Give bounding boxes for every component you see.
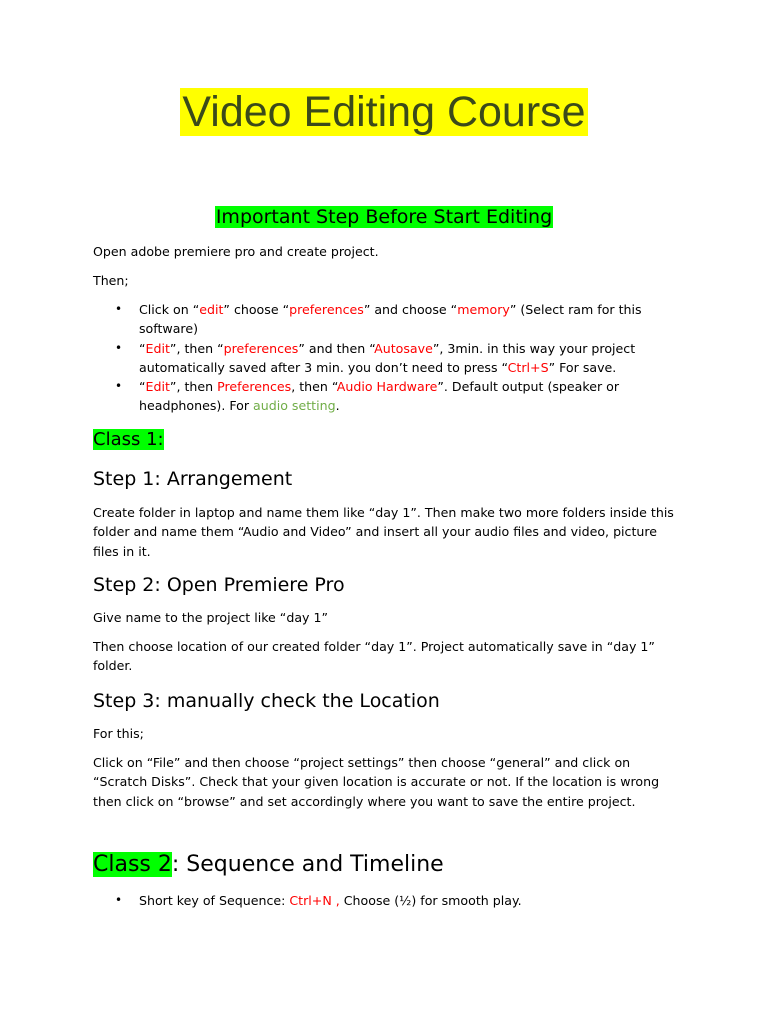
keyword-memory: memory bbox=[457, 302, 510, 317]
list-item-text bbox=[139, 339, 659, 378]
text-run: automatically saved after 3 min. you don’t need to press “ bbox=[139, 360, 508, 376]
text-run: software) bbox=[139, 321, 198, 337]
step-3-paragraph-2 bbox=[93, 753, 683, 811]
class-2-label: Class 2 bbox=[93, 852, 172, 877]
list-item-text bbox=[139, 377, 659, 416]
text-line: folder. bbox=[93, 658, 133, 674]
text-run: ” (Select ram for this bbox=[509, 302, 642, 317]
document-title-text: Video Editing Course bbox=[182, 88, 586, 136]
bullet-icon: • bbox=[115, 341, 123, 355]
text-line: “Scratch Disks”. Check that your given location is accurate or not. If the location is wrong bbox=[93, 774, 660, 790]
keyword-audio-hardware: Audio Hardware bbox=[336, 379, 438, 394]
bullet-icon: • bbox=[115, 379, 123, 393]
keyword-preferences: Preferences bbox=[217, 379, 292, 394]
text-run: ” and choose “ bbox=[363, 302, 458, 317]
list-item bbox=[115, 891, 655, 911]
text-run: “ bbox=[139, 341, 146, 356]
list-item bbox=[115, 377, 655, 417]
text-line: Create folder in laptop and name them like “day 1”. Then make two more folders inside this bbox=[93, 505, 674, 520]
class-2-heading bbox=[93, 850, 444, 880]
text-line: folder and name them “Audio and Video” and insert all your audio files and video, picture bbox=[93, 524, 658, 540]
text-run: ”, 3min. in this way your project bbox=[432, 341, 636, 356]
audio-setting-link[interactable]: audio setting bbox=[253, 398, 336, 414]
class-1-heading bbox=[93, 427, 164, 453]
text-run: ”, then “ bbox=[169, 341, 224, 356]
bullet-icon: • bbox=[115, 302, 123, 316]
text-run: ” and then “ bbox=[298, 341, 375, 356]
text-run: , then “ bbox=[291, 379, 337, 394]
text-run: ”. Default output (speaker or bbox=[437, 379, 620, 394]
bullet-icon: • bbox=[115, 893, 123, 907]
keyword-edit: Edit bbox=[145, 341, 170, 356]
text-run: . bbox=[335, 398, 340, 414]
text-line: files in it. bbox=[93, 543, 151, 559]
list-item-text bbox=[139, 300, 659, 339]
section-subtitle bbox=[0, 204, 768, 230]
keyword-preferences: preferences bbox=[289, 302, 364, 317]
text-run: Click on “ bbox=[139, 302, 200, 317]
text-line: then click on “browse” and set accordingly where you want to save the entire project. bbox=[93, 793, 636, 809]
intro-paragraph: Open adobe premiere pro and create project. bbox=[93, 244, 379, 259]
text-run: ” For save. bbox=[548, 360, 617, 376]
keyword-ctrl-n: Ctrl+N , bbox=[289, 893, 340, 908]
step-3-heading: Step 3: manually check the Location bbox=[93, 690, 440, 712]
text-run: ”, then bbox=[169, 379, 218, 394]
keyword-edit: edit bbox=[199, 302, 224, 317]
step-1-heading: Step 1: Arrangement bbox=[93, 468, 293, 490]
step-2-paragraph-1: Give name to the project like “day 1” bbox=[93, 610, 329, 625]
step-2-paragraph-2 bbox=[93, 637, 683, 676]
text-run: ” choose “ bbox=[223, 302, 290, 317]
keyword-edit: Edit bbox=[145, 379, 170, 394]
list-item bbox=[115, 300, 655, 340]
text-run: “ bbox=[139, 379, 146, 394]
keyword-autosave: Autosave bbox=[374, 341, 433, 356]
section-subtitle-text: Important Step Before Start Editing bbox=[215, 206, 553, 228]
class-1-label: Class 1: bbox=[93, 429, 164, 450]
text-line: Then choose location of our created folder “day 1”. Project automatically save in “day 1” bbox=[93, 639, 655, 654]
text-line: Click on “File” and then choose “project settings” then choose “general” and click on bbox=[93, 755, 631, 770]
step-2-heading: Step 2: Open Premiere Pro bbox=[93, 574, 345, 596]
text-run: headphones). For bbox=[139, 398, 254, 414]
list-item bbox=[115, 339, 655, 379]
class-2-title: : Sequence and Timeline bbox=[171, 852, 444, 877]
document-title bbox=[0, 84, 768, 140]
then-paragraph: Then; bbox=[93, 273, 129, 288]
step-3-paragraph-1: For this; bbox=[93, 726, 144, 741]
keyword-preferences: preferences bbox=[223, 341, 299, 356]
step-1-paragraph bbox=[93, 503, 683, 561]
list-item-text bbox=[139, 891, 659, 910]
keyword-ctrl-s: Ctrl+S bbox=[507, 360, 549, 376]
text-run: Choose (½) for smooth play. bbox=[339, 893, 522, 908]
text-run: Short key of Sequence: bbox=[139, 893, 290, 908]
